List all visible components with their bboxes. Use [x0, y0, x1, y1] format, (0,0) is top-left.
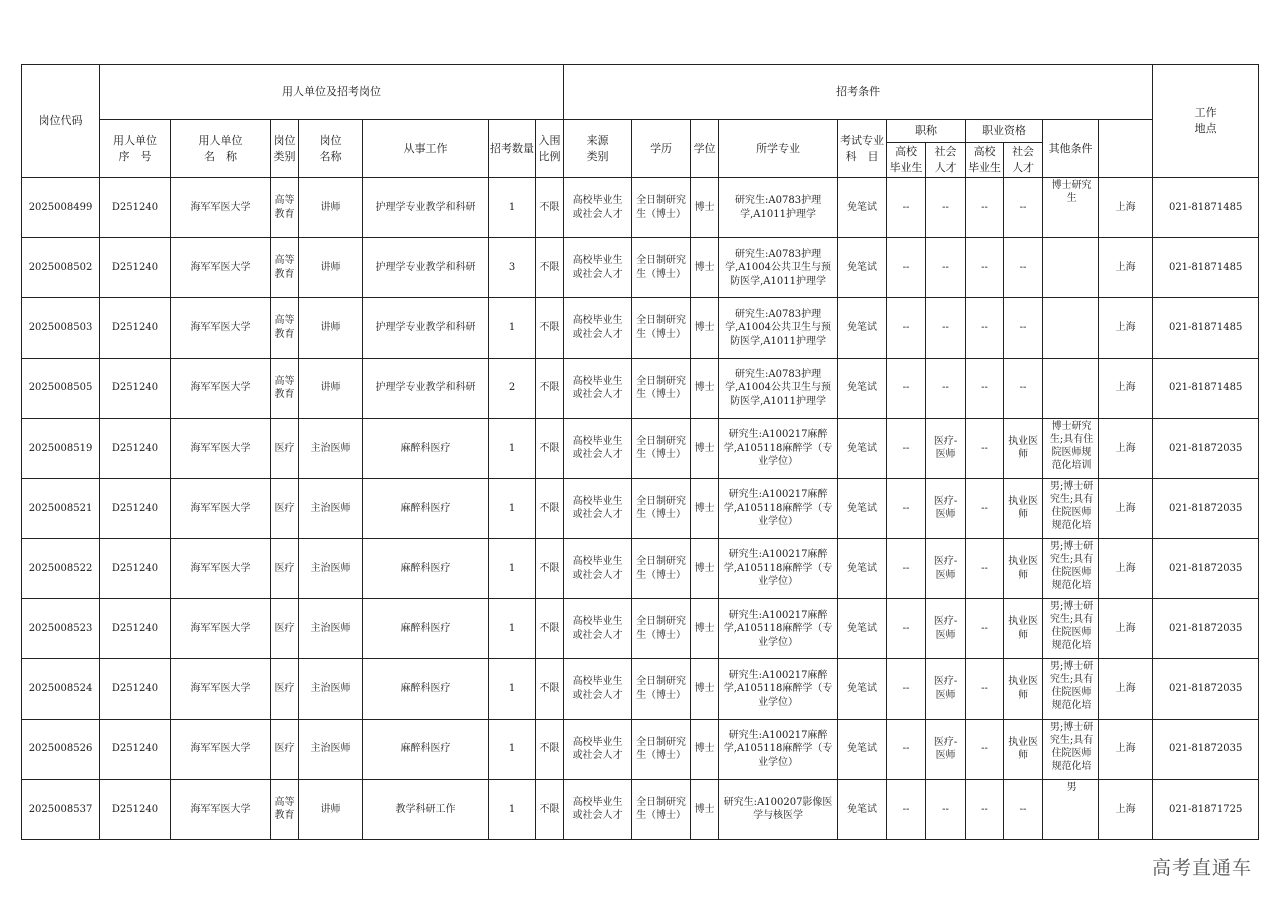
cell-post-name: 主治医师 [299, 659, 363, 719]
other-conditions-text: 男 [1066, 781, 1077, 793]
cell-education: 全日制研究 生（博士） [632, 719, 691, 779]
cell-education: 全日制研究 生（博士） [632, 358, 691, 418]
cell-degree: 博士 [691, 539, 719, 599]
cell-unit-name: 海军军医大学 [171, 539, 271, 599]
cell-source: 高校毕业生 或社会人才 [564, 539, 632, 599]
cell-title-social: -- [926, 178, 966, 238]
header-unit-name: 用人单位 名 称 [171, 120, 271, 178]
cell-qual-grad: -- [966, 298, 1004, 358]
cell-phone: 021-81871485 [1153, 238, 1259, 298]
cell-degree: 博士 [691, 358, 719, 418]
cell-title-grad: -- [887, 238, 926, 298]
cell-unit-seq: D251240 [100, 719, 171, 779]
table-row [22, 298, 1259, 358]
cell-qual-social: -- [1004, 779, 1043, 839]
cell-title-grad: -- [887, 298, 926, 358]
cell-phone: 021-81871485 [1153, 358, 1259, 418]
cell-work-content: 护理学专业教学和科研 [363, 298, 489, 358]
cell-title-grad: -- [887, 178, 926, 238]
cell-qual-grad: -- [966, 238, 1004, 298]
table-row [22, 539, 1259, 599]
cell-qual-social: 执业医 师 [1004, 478, 1043, 538]
cell-education: 全日制研究 生（博士） [632, 599, 691, 659]
cell-source: 高校毕业生 或社会人才 [564, 478, 632, 538]
cell-degree: 博士 [691, 478, 719, 538]
cell-phone: 021-81872035 [1153, 659, 1259, 719]
cell-unit-name: 海军军医大学 [171, 298, 271, 358]
cell-work-content: 麻醉科医疗 [363, 418, 489, 478]
cell-title-grad: -- [887, 478, 926, 538]
cell-work-content: 麻醉科医疗 [363, 539, 489, 599]
cell-work-place: 上海 [1099, 779, 1153, 839]
header-title-grad: 高校 毕业生 [887, 143, 926, 178]
cell-source: 高校毕业生 或社会人才 [564, 178, 632, 238]
header-qual-grad: 高校 毕业生 [966, 143, 1004, 178]
cell-post-type: 医疗 [271, 599, 299, 659]
cell-degree: 博士 [691, 779, 719, 839]
cell-degree: 博士 [691, 238, 719, 298]
cell-work-content: 护理学专业教学和科研 [363, 358, 489, 418]
cell-education: 全日制研究 生（博士） [632, 178, 691, 238]
cell-ratio: 不限 [536, 178, 564, 238]
cell-unit-seq: D251240 [100, 238, 171, 298]
cell-count: 1 [489, 478, 536, 538]
cell-unit-seq: D251240 [100, 478, 171, 538]
cell-ratio: 不限 [536, 539, 564, 599]
cell-post-type: 高等 教育 [271, 358, 299, 418]
cell-other [1043, 719, 1099, 779]
cell-qual-social: -- [1004, 238, 1043, 298]
watermark: 高考直通车 [1151, 857, 1252, 879]
cell-qual-grad: -- [966, 599, 1004, 659]
cell-major: 研究生:A0783护理 学,A1004公共卫生与预 防医学,A1011护理学 [719, 238, 838, 298]
cell-source: 高校毕业生 或社会人才 [564, 599, 632, 659]
cell-qual-social: 执业医 师 [1004, 659, 1043, 719]
cell-count: 1 [489, 418, 536, 478]
cell-title-social: -- [926, 779, 966, 839]
cell-title-social: 医疗- 医师 [926, 719, 966, 779]
cell-unit-seq: D251240 [100, 659, 171, 719]
header-work-place: 工作 地点 [1153, 65, 1259, 178]
other-conditions-text: 博士研究 生;具有住 院医师规 范化培训 [1049, 420, 1094, 471]
cell-qual-grad: -- [966, 418, 1004, 478]
cell-qual-grad: -- [966, 659, 1004, 719]
cell-phone: 021-81871725 [1153, 779, 1259, 839]
cell-exam: 免笔试 [838, 478, 887, 538]
cell-source: 高校毕业生 或社会人才 [564, 238, 632, 298]
table-body [22, 178, 1259, 840]
cell-ratio: 不限 [536, 719, 564, 779]
cell-post-name: 主治医师 [299, 719, 363, 779]
cell-count: 1 [489, 659, 536, 719]
cell-qual-grad: -- [966, 478, 1004, 538]
cell-exam: 免笔试 [838, 298, 887, 358]
cell-post-type: 医疗 [271, 659, 299, 719]
cell-major: 研究生:A100217麻醉 学,A105118麻醉学（专 业学位） [719, 599, 838, 659]
cell-unit-name: 海军军医大学 [171, 178, 271, 238]
cell-degree: 博士 [691, 719, 719, 779]
header-group-conditions: 招考条件 [564, 65, 1153, 120]
cell-post-code: 2025008505 [22, 358, 100, 418]
cell-count: 2 [489, 358, 536, 418]
cell-post-type: 高等 教育 [271, 238, 299, 298]
cell-phone: 021-81872035 [1153, 539, 1259, 599]
cell-other [1043, 599, 1099, 659]
cell-count: 3 [489, 238, 536, 298]
table-row [22, 719, 1259, 779]
cell-ratio: 不限 [536, 478, 564, 538]
cell-other [1043, 298, 1099, 358]
cell-unit-name: 海军军医大学 [171, 599, 271, 659]
other-conditions-text: 男;博士研 究生;具有 住院医师 规范化培 [1049, 721, 1094, 772]
header-post-name: 岗位 名称 [299, 120, 363, 178]
cell-qual-social: 执业医 师 [1004, 418, 1043, 478]
cell-title-grad: -- [887, 659, 926, 719]
cell-title-social: -- [926, 238, 966, 298]
cell-exam: 免笔试 [838, 719, 887, 779]
cell-unit-name: 海军军医大学 [171, 478, 271, 538]
cell-education: 全日制研究 生（博士） [632, 418, 691, 478]
cell-work-place: 上海 [1099, 178, 1153, 238]
cell-source: 高校毕业生 或社会人才 [564, 418, 632, 478]
cell-qual-social: 执业医 师 [1004, 599, 1043, 659]
cell-post-type: 高等 教育 [271, 298, 299, 358]
cell-exam: 免笔试 [838, 358, 887, 418]
header-unit-seq: 用人单位 序 号 [100, 120, 171, 178]
cell-qual-grad: -- [966, 358, 1004, 418]
cell-major: 研究生:A100217麻醉 学,A105118麻醉学（专 业学位） [719, 719, 838, 779]
cell-ratio: 不限 [536, 358, 564, 418]
header-post-type: 岗位 类别 [271, 120, 299, 178]
cell-post-name: 主治医师 [299, 478, 363, 538]
cell-title-grad: -- [887, 539, 926, 599]
cell-unit-seq: D251240 [100, 539, 171, 599]
cell-work-place: 上海 [1099, 478, 1153, 538]
header-group-unit: 用人单位及招考岗位 [100, 65, 564, 120]
cell-qual-social: 执业医 师 [1004, 719, 1043, 779]
header-work-content: 从事工作 [363, 120, 489, 178]
cell-qual-social: -- [1004, 358, 1043, 418]
cell-unit-name: 海军军医大学 [171, 779, 271, 839]
other-conditions-text: 博士研究 生 [1051, 180, 1092, 205]
cell-title-grad: -- [887, 779, 926, 839]
cell-count: 1 [489, 779, 536, 839]
cell-work-place: 上海 [1099, 599, 1153, 659]
cell-work-content: 麻醉科医疗 [363, 719, 489, 779]
other-conditions-text: 男;博士研 究生;具有 住院医师 规范化培 [1049, 541, 1094, 592]
other-conditions-text: 男;博士研 究生;具有 住院医师 规范化培 [1049, 661, 1094, 712]
recruitment-table [21, 64, 1259, 840]
cell-ratio: 不限 [536, 599, 564, 659]
cell-qual-grad: -- [966, 779, 1004, 839]
cell-source: 高校毕业生 或社会人才 [564, 659, 632, 719]
other-conditions-text [1044, 359, 1097, 418]
header-source: 来源 类别 [564, 120, 632, 178]
cell-work-content: 护理学专业教学和科研 [363, 238, 489, 298]
header-title-group: 职称 [887, 120, 966, 143]
cell-phone: 021-81871485 [1153, 298, 1259, 358]
cell-unit-seq: D251240 [100, 358, 171, 418]
cell-phone: 021-81872035 [1153, 599, 1259, 659]
cell-work-content: 护理学专业教学和科研 [363, 178, 489, 238]
cell-work-content: 麻醉科医疗 [363, 659, 489, 719]
cell-title-social: -- [926, 298, 966, 358]
cell-post-type: 医疗 [271, 478, 299, 538]
cell-unit-seq: D251240 [100, 298, 171, 358]
cell-post-name: 主治医师 [299, 418, 363, 478]
cell-source: 高校毕业生 或社会人才 [564, 358, 632, 418]
table-row [22, 659, 1259, 719]
cell-post-code: 2025008537 [22, 779, 100, 839]
cell-post-code: 2025008519 [22, 418, 100, 478]
cell-ratio: 不限 [536, 238, 564, 298]
cell-work-place: 上海 [1099, 298, 1153, 358]
cell-title-grad: -- [887, 599, 926, 659]
cell-count: 1 [489, 719, 536, 779]
cell-exam: 免笔试 [838, 178, 887, 238]
cell-work-place: 上海 [1099, 418, 1153, 478]
cell-exam: 免笔试 [838, 599, 887, 659]
cell-qual-social: 执业医 师 [1004, 539, 1043, 599]
cell-post-type: 医疗 [271, 719, 299, 779]
cell-unit-seq: D251240 [100, 599, 171, 659]
cell-post-code: 2025008524 [22, 659, 100, 719]
cell-title-social: 医疗- 医师 [926, 418, 966, 478]
cell-post-name: 讲师 [299, 298, 363, 358]
cell-qual-social: -- [1004, 178, 1043, 238]
cell-source: 高校毕业生 或社会人才 [564, 779, 632, 839]
header-qual-group: 职业资格 [966, 120, 1043, 143]
cell-phone: 021-81871485 [1153, 178, 1259, 238]
cell-count: 1 [489, 539, 536, 599]
cell-source: 高校毕业生 或社会人才 [564, 298, 632, 358]
cell-post-name: 讲师 [299, 358, 363, 418]
cell-major: 研究生:A0783护理 学,A1004公共卫生与预 防医学,A1011护理学 [719, 358, 838, 418]
cell-exam: 免笔试 [838, 238, 887, 298]
cell-major: 研究生:A100217麻醉 学,A105118麻醉学（专 业学位） [719, 418, 838, 478]
cell-post-name: 讲师 [299, 779, 363, 839]
cell-work-place: 上海 [1099, 539, 1153, 599]
header-ratio: 入围 比例 [536, 120, 564, 178]
cell-unit-name: 海军军医大学 [171, 659, 271, 719]
cell-ratio: 不限 [536, 298, 564, 358]
cell-qual-grad: -- [966, 539, 1004, 599]
header-post-code: 岗位代码 [22, 65, 100, 178]
cell-phone: 021-81872035 [1153, 719, 1259, 779]
other-conditions-text: 男;博士研 究生;具有 住院医师 规范化培 [1049, 601, 1094, 652]
header-exam: 考试专业 科 目 [838, 120, 887, 178]
cell-exam: 免笔试 [838, 779, 887, 839]
header-qual-social: 社会 人才 [1004, 143, 1043, 178]
cell-education: 全日制研究 生（博士） [632, 238, 691, 298]
table-row [22, 418, 1259, 478]
table-row [22, 779, 1259, 839]
cell-other [1043, 358, 1099, 418]
cell-work-place: 上海 [1099, 659, 1153, 719]
cell-degree: 博士 [691, 298, 719, 358]
cell-title-social: 医疗- 医师 [926, 599, 966, 659]
cell-ratio: 不限 [536, 659, 564, 719]
cell-other [1043, 238, 1099, 298]
cell-work-place: 上海 [1099, 238, 1153, 298]
cell-post-code: 2025008522 [22, 539, 100, 599]
cell-post-name: 主治医师 [299, 599, 363, 659]
cell-source: 高校毕业生 或社会人才 [564, 719, 632, 779]
cell-unit-seq: D251240 [100, 779, 171, 839]
header-education: 学历 [632, 120, 691, 178]
cell-count: 1 [489, 298, 536, 358]
cell-major: 研究生:A100217麻醉 学,A105118麻醉学（专 业学位） [719, 478, 838, 538]
cell-title-grad: -- [887, 358, 926, 418]
cell-title-grad: -- [887, 719, 926, 779]
header-count: 招考数量 [489, 120, 536, 178]
cell-degree: 博士 [691, 599, 719, 659]
table-row [22, 178, 1259, 238]
cell-exam: 免笔试 [838, 418, 887, 478]
cell-post-name: 讲师 [299, 238, 363, 298]
cell-ratio: 不限 [536, 418, 564, 478]
cell-qual-grad: -- [966, 719, 1004, 779]
header-title-social: 社会 人才 [926, 143, 966, 178]
cell-unit-name: 海军军医大学 [171, 719, 271, 779]
cell-degree: 博士 [691, 659, 719, 719]
cell-post-type: 医疗 [271, 418, 299, 478]
header-major: 所学专业 [719, 120, 838, 178]
cell-qual-grad: -- [966, 178, 1004, 238]
cell-unit-name: 海军军医大学 [171, 418, 271, 478]
cell-education: 全日制研究 生（博士） [632, 539, 691, 599]
cell-unit-name: 海军军医大学 [171, 238, 271, 298]
cell-education: 全日制研究 生（博士） [632, 779, 691, 839]
header-degree: 学位 [691, 120, 719, 178]
cell-count: 1 [489, 178, 536, 238]
cell-post-code: 2025008523 [22, 599, 100, 659]
cell-other [1043, 418, 1099, 478]
cell-phone: 021-81872035 [1153, 478, 1259, 538]
cell-title-social: 医疗- 医师 [926, 539, 966, 599]
cell-major: 研究生:A100207影像医 学与核医学 [719, 779, 838, 839]
table-row [22, 599, 1259, 659]
cell-major: 研究生:A100217麻醉 学,A105118麻醉学（专 业学位） [719, 659, 838, 719]
cell-major: 研究生:A0783护理 学,A1011护理学 [719, 178, 838, 238]
cell-work-content: 麻醉科医疗 [363, 478, 489, 538]
other-conditions-text [1044, 238, 1097, 297]
cell-education: 全日制研究 生（博士） [632, 478, 691, 538]
other-conditions-text: 男;博士研 究生;具有 住院医师 规范化培 [1049, 480, 1094, 531]
cell-post-code: 2025008521 [22, 478, 100, 538]
cell-unit-name: 海军军医大学 [171, 358, 271, 418]
cell-post-name: 讲师 [299, 178, 363, 238]
cell-phone: 021-81872035 [1153, 418, 1259, 478]
cell-other [1043, 539, 1099, 599]
table-row [22, 478, 1259, 538]
cell-post-code: 2025008503 [22, 298, 100, 358]
header-other: 其他条件 [1043, 120, 1099, 178]
cell-post-type: 高等 教育 [271, 779, 299, 839]
cell-major: 研究生:A100217麻醉 学,A105118麻醉学（专 业学位） [719, 539, 838, 599]
cell-degree: 博士 [691, 418, 719, 478]
cell-count: 1 [489, 599, 536, 659]
cell-exam: 免笔试 [838, 659, 887, 719]
cell-major: 研究生:A0783护理 学,A1004公共卫生与预 防医学,A1011护理学 [719, 298, 838, 358]
cell-work-content: 麻醉科医疗 [363, 599, 489, 659]
cell-other [1043, 779, 1099, 839]
cell-work-place: 上海 [1099, 719, 1153, 779]
other-conditions-text [1044, 298, 1097, 357]
cell-qual-social: -- [1004, 298, 1043, 358]
cell-other [1043, 478, 1099, 538]
cell-other [1043, 178, 1099, 238]
table-row [22, 238, 1259, 298]
cell-title-social: -- [926, 358, 966, 418]
cell-work-place: 上海 [1099, 358, 1153, 418]
cell-post-code: 2025008526 [22, 719, 100, 779]
cell-post-type: 医疗 [271, 539, 299, 599]
cell-education: 全日制研究 生（博士） [632, 298, 691, 358]
cell-title-social: 医疗- 医师 [926, 659, 966, 719]
cell-unit-seq: D251240 [100, 418, 171, 478]
cell-work-content: 教学科研工作 [363, 779, 489, 839]
cell-post-type: 高等 教育 [271, 178, 299, 238]
cell-other [1043, 659, 1099, 719]
cell-education: 全日制研究 生（博士） [632, 659, 691, 719]
cell-post-code: 2025008502 [22, 238, 100, 298]
cell-post-name: 主治医师 [299, 539, 363, 599]
cell-exam: 免笔试 [838, 539, 887, 599]
table-row [22, 358, 1259, 418]
cell-title-social: 医疗- 医师 [926, 478, 966, 538]
cell-title-grad: -- [887, 418, 926, 478]
cell-ratio: 不限 [536, 779, 564, 839]
cell-post-code: 2025008499 [22, 178, 100, 238]
cell-unit-seq: D251240 [100, 178, 171, 238]
cell-degree: 博士 [691, 178, 719, 238]
